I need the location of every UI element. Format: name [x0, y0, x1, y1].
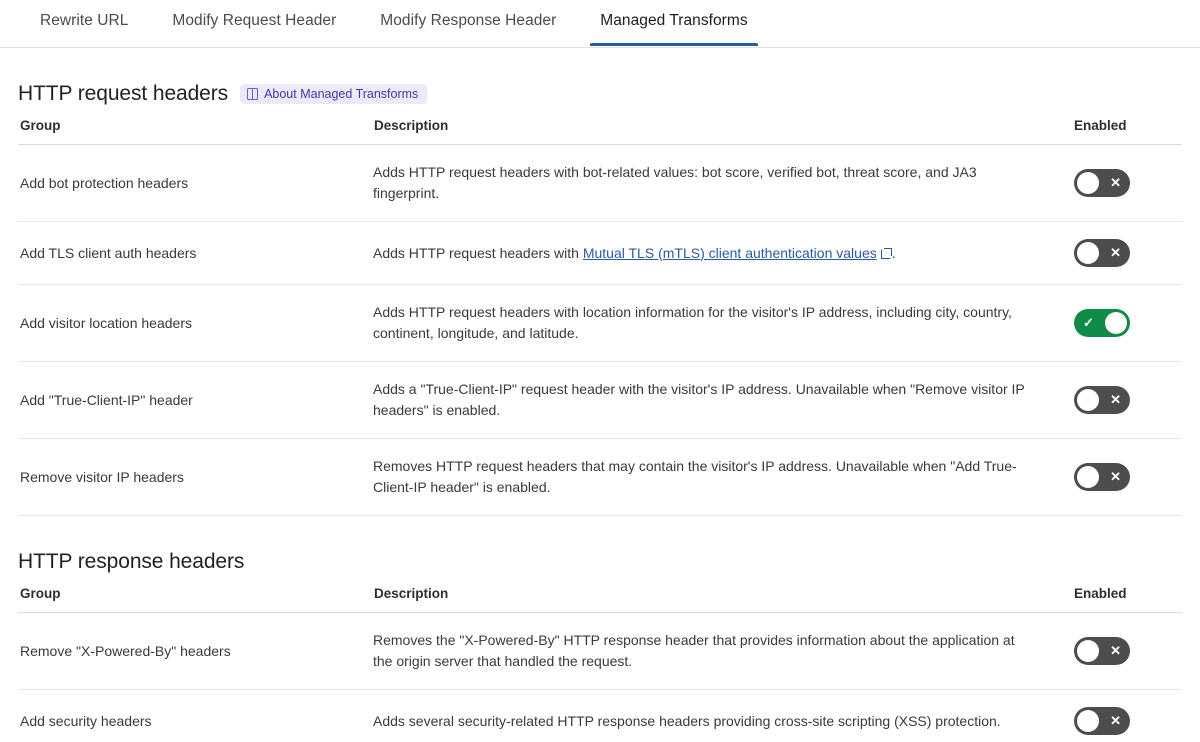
- toggle-knob: [1077, 466, 1099, 488]
- page-title-response: HTTP response headers: [18, 550, 245, 573]
- row-description-text: Removes HTTP request headers that may contain the visitor's IP address. Unavailable when "Add True-Client-IP header" is enabled.: [373, 458, 1017, 495]
- toggle-knob: [1077, 389, 1099, 411]
- row-enabled-cell: [1073, 439, 1182, 516]
- toggle-mark-icon: ✕: [1110, 469, 1121, 484]
- response-section-header: [18, 550, 1182, 574]
- toggle-mark-icon: ✕: [1110, 643, 1121, 658]
- column-header-group: Group: [18, 118, 373, 145]
- tab-rewrite-url[interactable]: Rewrite URL: [40, 12, 129, 29]
- toggle-knob: [1077, 710, 1099, 732]
- tab-modify-request-header[interactable]: Modify Request Header: [172, 12, 337, 29]
- toggle-add-visitor-location-headers[interactable]: [1074, 309, 1130, 337]
- toggle-mark-icon: ✕: [1110, 713, 1121, 728]
- mtls-docs-link[interactable]: Mutual TLS (mTLS) client authentication values: [582, 244, 877, 261]
- column-header-group: Group: [18, 586, 373, 613]
- row-description: [373, 613, 1073, 690]
- toggle-remove-visitor-ip-headers[interactable]: [1074, 463, 1130, 491]
- response-table-body: [18, 613, 1182, 742]
- toggle-mark-icon: ✕: [1110, 392, 1121, 407]
- row-description: [373, 285, 1073, 362]
- table-row: [18, 285, 1182, 362]
- request-table-body: [18, 145, 1182, 516]
- toggle-knob: [1077, 172, 1099, 194]
- response-headers-table: [18, 586, 1182, 742]
- document-icon: [247, 88, 258, 100]
- column-header-enabled: Enabled: [1073, 118, 1182, 145]
- toggle-add-true-client-ip-header[interactable]: [1074, 386, 1130, 414]
- column-header-description: Description: [373, 118, 1073, 145]
- row-group-label: Add visitor location headers: [18, 285, 373, 362]
- toggle-add-security-headers[interactable]: [1074, 707, 1130, 735]
- request-table-head: [18, 118, 1182, 145]
- external-link-icon: [881, 248, 892, 259]
- row-description-text: Adds a "True-Client-IP" request header with the visitor's IP address. Unavailable when "Remove visitor IP headers" is enabled.: [373, 381, 1025, 418]
- row-group-label: Add security headers: [18, 690, 373, 742]
- toggle-add-tls-client-auth-headers[interactable]: [1074, 239, 1130, 267]
- about-chip-label: About Managed Transforms: [264, 87, 419, 101]
- row-description-text: Adds several security-related HTTP response headers providing cross-site scripting (XSS) protection.: [373, 712, 1001, 729]
- toggle-remove-x-powered-by-headers[interactable]: [1074, 637, 1130, 665]
- request-headers-table: [18, 118, 1182, 516]
- row-group-label: Add bot protection headers: [18, 145, 373, 222]
- row-description: [373, 222, 1073, 285]
- table-row: [18, 222, 1182, 285]
- row-description: [373, 145, 1073, 222]
- toggle-mark-icon: ✕: [1110, 175, 1121, 190]
- row-enabled-cell: [1073, 285, 1182, 362]
- column-header-enabled: Enabled: [1073, 586, 1182, 613]
- http-response-headers-section: [0, 550, 1200, 742]
- http-request-headers-section: [0, 82, 1200, 516]
- row-enabled-cell: [1073, 222, 1182, 285]
- request-section-header: [18, 82, 1182, 106]
- row-group-label: Remove visitor IP headers: [18, 439, 373, 516]
- table-row: [18, 145, 1182, 222]
- toggle-add-bot-protection-headers[interactable]: [1074, 169, 1130, 197]
- description-suffix: .: [891, 244, 896, 261]
- row-enabled-cell: [1073, 613, 1182, 690]
- tabbar: [0, 0, 1200, 48]
- row-description: [373, 439, 1073, 516]
- tab-modify-response-header[interactable]: Modify Response Header: [380, 12, 557, 29]
- table-header-row: [18, 586, 1182, 613]
- row-enabled-cell: [1073, 690, 1182, 742]
- table-header-row: [18, 118, 1182, 145]
- table-row: [18, 613, 1182, 690]
- toggle-knob: [1105, 312, 1127, 334]
- row-description-text: Removes the "X-Powered-By" HTTP response header that provides information about the application at the origin server that handled the request.: [373, 632, 1015, 669]
- table-row: [18, 362, 1182, 439]
- row-group-label: Add TLS client auth headers: [18, 222, 373, 285]
- toggle-knob: [1077, 242, 1099, 264]
- row-description-text: [373, 243, 1033, 264]
- row-description: [373, 362, 1073, 439]
- toggle-mark-icon: ✓: [1083, 315, 1094, 330]
- row-description-text: Adds HTTP request headers with location information for the visitor's IP address, including city, country, continent, longitude, and latitude.: [373, 304, 1012, 341]
- description-prefix: Adds HTTP request headers with: [373, 244, 583, 261]
- row-description: [373, 690, 1073, 742]
- column-header-description: Description: [373, 586, 1073, 613]
- row-description-text: Adds HTTP request headers with bot-related values: bot score, verified bot, threat score, and JA3 fingerprint.: [373, 164, 977, 201]
- response-table-head: [18, 586, 1182, 613]
- page-title-request: HTTP request headers: [18, 82, 229, 105]
- toggle-knob: [1077, 640, 1099, 662]
- tab-managed-transforms[interactable]: Managed Transforms: [578, 0, 769, 45]
- table-row: [18, 439, 1182, 516]
- row-group-label: Add "True-Client-IP" header: [18, 362, 373, 439]
- row-group-label: Remove "X-Powered-By" headers: [18, 613, 373, 690]
- toggle-mark-icon: ✕: [1110, 245, 1121, 260]
- table-row: [18, 690, 1182, 742]
- about-managed-transforms-chip[interactable]: [240, 84, 427, 104]
- row-enabled-cell: [1073, 145, 1182, 222]
- row-enabled-cell: [1073, 362, 1182, 439]
